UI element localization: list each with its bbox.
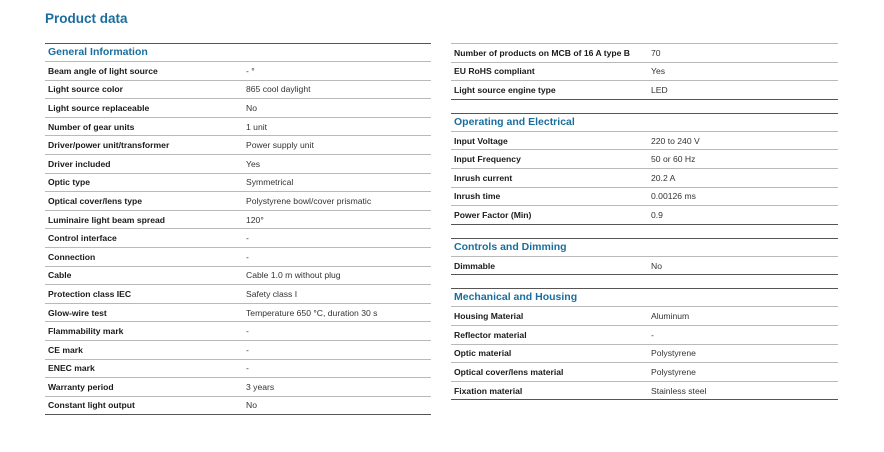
row-value: 0.9 bbox=[651, 209, 663, 220]
table-row bbox=[451, 381, 838, 400]
row-label: Driver included bbox=[48, 158, 111, 169]
row-value: Temperature 650 °C, duration 30 s bbox=[246, 307, 378, 318]
row-label: Housing Material bbox=[454, 311, 524, 322]
right-column-tables bbox=[451, 43, 838, 400]
table-row bbox=[451, 344, 838, 363]
row-label: Beam angle of light source bbox=[48, 65, 158, 76]
table-row bbox=[451, 131, 838, 150]
table-row bbox=[451, 306, 838, 325]
section-header-general: General Information bbox=[45, 43, 431, 61]
row-value: Aluminum bbox=[651, 311, 690, 322]
row-label: Light source color bbox=[48, 84, 123, 95]
row-label: Constant light output bbox=[48, 400, 135, 411]
row-value: Symmetrical bbox=[246, 177, 294, 188]
row-label: Number of products on MCB of 16 A type B bbox=[454, 47, 631, 58]
row-label: Dimmable bbox=[454, 260, 496, 271]
row-value: Polystyrene bowl/cover prismatic bbox=[246, 195, 372, 206]
table-row bbox=[45, 154, 431, 173]
mechanical-housing-table bbox=[451, 288, 838, 400]
row-label: Flammability mark bbox=[48, 326, 124, 337]
table-row bbox=[451, 149, 838, 168]
row-label: Reflector material bbox=[454, 329, 527, 340]
row-value: Cable 1.0 m without plug bbox=[246, 270, 341, 281]
table-row bbox=[45, 61, 431, 80]
table-row bbox=[45, 340, 431, 359]
table-row bbox=[451, 325, 838, 344]
row-value: Power supply unit bbox=[246, 140, 314, 151]
row-label: Optic type bbox=[48, 177, 91, 188]
row-value: - bbox=[651, 329, 654, 340]
table-row bbox=[45, 228, 431, 247]
row-value: 220 to 240 V bbox=[651, 135, 700, 146]
row-value: Safety class I bbox=[246, 288, 298, 299]
row-value: Stainless steel bbox=[651, 385, 707, 396]
controls-dimming-table bbox=[451, 238, 838, 276]
section-header-operating: Operating and Electrical bbox=[451, 113, 838, 131]
row-value: 20.2 A bbox=[651, 172, 676, 183]
row-value: No bbox=[651, 260, 662, 271]
row-label: Optic material bbox=[454, 348, 512, 359]
row-value: 50 or 60 Hz bbox=[651, 154, 696, 165]
row-value: - bbox=[246, 344, 249, 355]
row-label: CE mark bbox=[48, 344, 83, 355]
row-value: Polystyrene bbox=[651, 348, 696, 359]
table-row bbox=[45, 396, 431, 415]
row-label: Inrush time bbox=[454, 191, 501, 202]
row-label: Light source engine type bbox=[454, 84, 556, 95]
general-information-table bbox=[45, 43, 431, 415]
row-value: - ° bbox=[246, 65, 255, 76]
row-value: - bbox=[246, 233, 249, 244]
operating-rows bbox=[451, 131, 838, 224]
controls-rows bbox=[451, 256, 838, 275]
page-title: Product data bbox=[45, 11, 128, 26]
row-label: Connection bbox=[48, 251, 96, 262]
table-row bbox=[45, 98, 431, 117]
top-table bbox=[451, 43, 838, 100]
table-row bbox=[45, 135, 431, 154]
row-label: ENEC mark bbox=[48, 363, 95, 374]
row-value: No bbox=[246, 400, 257, 411]
top-rows bbox=[451, 43, 838, 99]
row-value: 3 years bbox=[246, 381, 275, 392]
row-value: 865 cool daylight bbox=[246, 84, 311, 95]
table-row bbox=[45, 80, 431, 99]
row-value: 120° bbox=[246, 214, 264, 225]
row-value: Yes bbox=[651, 66, 666, 77]
table-row bbox=[451, 187, 838, 206]
section-header-mechanical: Mechanical and Housing bbox=[451, 288, 838, 306]
row-value: - bbox=[246, 363, 249, 374]
table-row bbox=[45, 173, 431, 192]
table-row bbox=[45, 321, 431, 340]
section-header-controls: Controls and Dimming bbox=[451, 238, 838, 256]
table-row bbox=[451, 80, 838, 99]
row-label: Optical cover/lens material bbox=[454, 366, 564, 377]
row-label: Control interface bbox=[48, 233, 117, 244]
row-label: Light source replaceable bbox=[48, 102, 150, 113]
table-row bbox=[451, 168, 838, 187]
table-row bbox=[45, 210, 431, 229]
row-label: Glow-wire test bbox=[48, 307, 107, 318]
table-row bbox=[45, 359, 431, 378]
row-label: Luminaire light beam spread bbox=[48, 214, 165, 225]
row-label: Warranty period bbox=[48, 381, 114, 392]
row-value: Yes bbox=[246, 158, 261, 169]
row-value: LED bbox=[651, 84, 668, 95]
table-row bbox=[451, 256, 838, 275]
row-label: Driver/power unit/transformer bbox=[48, 140, 170, 151]
row-label: Fixation material bbox=[454, 385, 523, 396]
row-label: EU RoHS compliant bbox=[454, 66, 535, 77]
table-row bbox=[45, 247, 431, 266]
row-value: 0.00126 ms bbox=[651, 191, 696, 202]
table-row bbox=[45, 191, 431, 210]
row-label: Protection class IEC bbox=[48, 288, 132, 299]
general-rows bbox=[45, 61, 431, 414]
operating-electrical-table bbox=[451, 113, 838, 225]
table-row bbox=[45, 266, 431, 285]
row-label: Input Voltage bbox=[454, 135, 508, 146]
row-label: Cable bbox=[48, 270, 72, 281]
row-value: - bbox=[246, 326, 249, 337]
table-row bbox=[45, 284, 431, 303]
row-value: No bbox=[246, 102, 257, 113]
row-value: Polystyrene bbox=[651, 366, 696, 377]
row-label: Power Factor (Min) bbox=[454, 209, 532, 220]
row-value: - bbox=[246, 251, 249, 262]
row-value: 70 bbox=[651, 47, 661, 58]
table-row bbox=[451, 205, 838, 224]
mechanical-rows bbox=[451, 306, 838, 399]
row-label: Input Frequency bbox=[454, 154, 521, 165]
row-label: Number of gear units bbox=[48, 121, 135, 132]
row-label: Inrush current bbox=[454, 172, 513, 183]
table-row bbox=[451, 62, 838, 81]
table-row bbox=[451, 43, 838, 62]
table-row bbox=[451, 362, 838, 381]
row-label: Optical cover/lens type bbox=[48, 195, 143, 206]
table-row bbox=[45, 377, 431, 396]
row-value: 1 unit bbox=[246, 121, 268, 132]
table-row bbox=[45, 303, 431, 322]
table-row bbox=[45, 117, 431, 136]
